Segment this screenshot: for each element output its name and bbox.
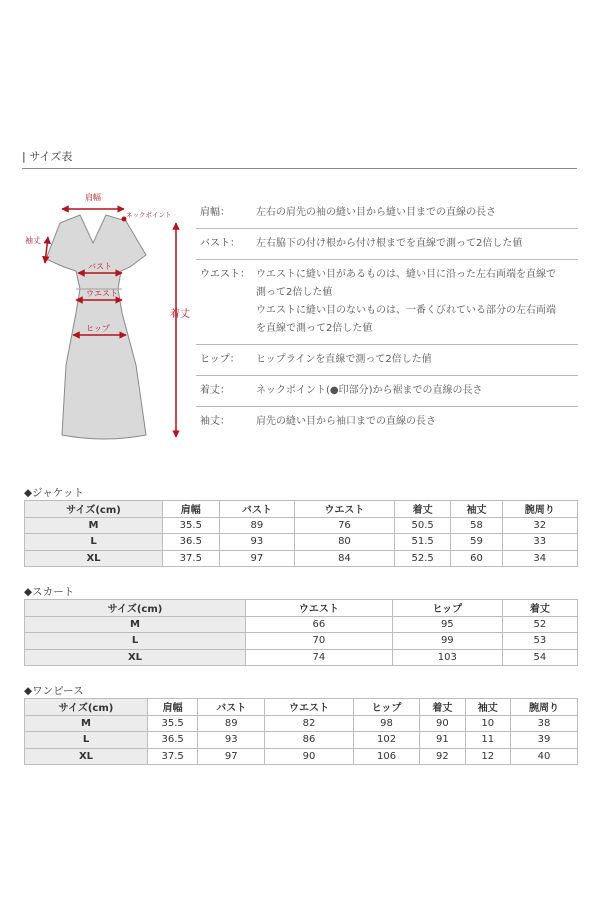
definition-term: 着丈： xyxy=(200,385,230,396)
definition-row xyxy=(196,376,578,407)
shoulder-label: 肩幅 xyxy=(85,193,101,202)
table-cell: 89 xyxy=(198,715,265,732)
table-cell: 54 xyxy=(502,649,577,666)
definition-text: 左右の肩先の袖の縫い目から縫い目までの直線の長さ xyxy=(256,207,496,218)
table-row xyxy=(25,550,578,567)
table-cell: 90 xyxy=(265,748,354,765)
table-cell: 95 xyxy=(392,616,502,633)
table-row xyxy=(25,748,578,765)
column-header: ヒップ xyxy=(392,600,502,617)
table-cell: 80 xyxy=(295,534,395,551)
column-header: サイズ(cm) xyxy=(25,699,148,716)
definition-term: バスト： xyxy=(200,238,240,249)
table-cell: 37.5 xyxy=(148,748,198,765)
column-header: 袖丈 xyxy=(465,699,510,716)
column-header: 着丈 xyxy=(502,600,577,617)
table-cell: 37.5 xyxy=(163,550,220,567)
column-header: ウエスト xyxy=(246,600,393,617)
table-cell: 74 xyxy=(246,649,393,666)
column-header: 着丈 xyxy=(420,699,465,716)
size-cell: XL xyxy=(25,649,246,666)
definition-row xyxy=(196,198,578,229)
definition-row xyxy=(196,260,578,345)
table-cell: 40 xyxy=(510,748,577,765)
definition-row xyxy=(196,229,578,260)
column-header: バスト xyxy=(198,699,265,716)
page-title: | サイズ表 xyxy=(22,150,73,163)
table-cell: 103 xyxy=(392,649,502,666)
waist-label: ウエスト xyxy=(86,289,118,298)
table-cell: 50.5 xyxy=(394,517,451,534)
onepiece-table-title: ◆ワンピース xyxy=(24,685,84,697)
title-divider xyxy=(22,168,577,169)
size-cell: M xyxy=(25,517,163,534)
table-row xyxy=(25,732,578,749)
table-cell: 60 xyxy=(451,550,502,567)
definition-row xyxy=(196,407,578,437)
column-header: ヒップ xyxy=(353,699,419,716)
size-cell: M xyxy=(25,715,148,732)
definition-row xyxy=(196,345,578,376)
skirt-size-table xyxy=(24,599,578,666)
table-cell: 35.5 xyxy=(163,517,220,534)
table-cell: 99 xyxy=(392,633,502,650)
table-row xyxy=(25,649,578,666)
table-cell: 35.5 xyxy=(148,715,198,732)
table-cell: 59 xyxy=(451,534,502,551)
definition-text: 肩先の縫い目から袖口までの直線の長さ xyxy=(256,416,436,427)
table-cell: 11 xyxy=(465,732,510,749)
definition-text: 左右脇下の付け根から付け根までを直線で測って2倍した値 xyxy=(256,238,523,249)
table-cell: 39 xyxy=(510,732,577,749)
column-header: サイズ(cm) xyxy=(25,501,163,518)
sleeve-label: 袖丈 xyxy=(25,236,41,245)
table-cell: 36.5 xyxy=(163,534,220,551)
table-row xyxy=(25,534,578,551)
hip-label: ヒップ xyxy=(86,324,110,333)
measurement-definitions xyxy=(196,198,578,437)
onepiece-size-table xyxy=(24,698,578,765)
table-cell: 38 xyxy=(510,715,577,732)
table-cell: 12 xyxy=(465,748,510,765)
table-row xyxy=(25,616,578,633)
size-cell: L xyxy=(25,633,246,650)
column-header: サイズ(cm) xyxy=(25,600,246,617)
definition-term: ヒップ： xyxy=(200,354,240,365)
table-cell: 53 xyxy=(502,633,577,650)
table-cell: 52 xyxy=(502,616,577,633)
table-cell: 93 xyxy=(219,534,294,551)
table-header-row xyxy=(25,600,578,617)
table-cell: 34 xyxy=(502,550,577,567)
column-header: 肩幅 xyxy=(148,699,198,716)
column-header: 腕周り xyxy=(502,501,577,518)
bust-label: バスト xyxy=(88,262,112,271)
table-cell: 97 xyxy=(198,748,265,765)
column-header: バスト xyxy=(219,501,294,518)
size-cell: L xyxy=(25,732,148,749)
table-cell: 86 xyxy=(265,732,354,749)
table-cell: 52.5 xyxy=(394,550,451,567)
table-cell: 51.5 xyxy=(394,534,451,551)
table-row xyxy=(25,517,578,534)
jacket-table-title: ◆ジャケット xyxy=(24,487,84,499)
table-cell: 76 xyxy=(295,517,395,534)
size-cell: M xyxy=(25,616,246,633)
table-cell: 106 xyxy=(353,748,419,765)
length-label: 着丈 xyxy=(170,309,190,320)
definition-text: ウエストに縫い目があるものは、縫い目に沿った左右両端を直線で 測って2倍した値 ウエストに縫い目のないものは、一番くびれている部分の左右両端 を直線で測って2倍した値 xyxy=(256,269,556,334)
table-cell: 82 xyxy=(265,715,354,732)
table-row xyxy=(25,633,578,650)
table-cell: 36.5 xyxy=(148,732,198,749)
table-cell: 97 xyxy=(219,550,294,567)
neckpoint-label: ネックポイント xyxy=(126,211,172,219)
column-header: 肩幅 xyxy=(163,501,220,518)
size-cell: L xyxy=(25,534,163,551)
column-header: 腕周り xyxy=(510,699,577,716)
table-header-row xyxy=(25,501,578,518)
table-cell: 93 xyxy=(198,732,265,749)
dress-diagram xyxy=(18,185,198,445)
column-header: 袖丈 xyxy=(451,501,502,518)
definition-term: ウエスト： xyxy=(200,269,250,280)
table-cell: 89 xyxy=(219,517,294,534)
column-header: ウエスト xyxy=(295,501,395,518)
definition-text: ネックポイント(●印部分)から裾までの直線の長さ xyxy=(256,385,483,396)
column-header: ウエスト xyxy=(265,699,354,716)
table-cell: 10 xyxy=(465,715,510,732)
table-cell: 58 xyxy=(451,517,502,534)
table-cell: 84 xyxy=(295,550,395,567)
jacket-size-table xyxy=(24,500,578,567)
table-cell: 66 xyxy=(246,616,393,633)
table-cell: 92 xyxy=(420,748,465,765)
table-cell: 70 xyxy=(246,633,393,650)
definition-text: ヒップラインを直線で測って2倍した値 xyxy=(256,354,432,365)
column-header: 着丈 xyxy=(394,501,451,518)
table-cell: 98 xyxy=(353,715,419,732)
definition-term: 肩幅： xyxy=(200,207,230,218)
table-header-row xyxy=(25,699,578,716)
definition-term: 袖丈： xyxy=(200,416,230,427)
table-cell: 32 xyxy=(502,517,577,534)
size-cell: XL xyxy=(25,550,163,567)
table-cell: 91 xyxy=(420,732,465,749)
skirt-table-title: ◆スカート xyxy=(24,586,75,598)
table-cell: 102 xyxy=(353,732,419,749)
table-cell: 90 xyxy=(420,715,465,732)
table-cell: 33 xyxy=(502,534,577,551)
size-cell: XL xyxy=(25,748,148,765)
table-row xyxy=(25,715,578,732)
